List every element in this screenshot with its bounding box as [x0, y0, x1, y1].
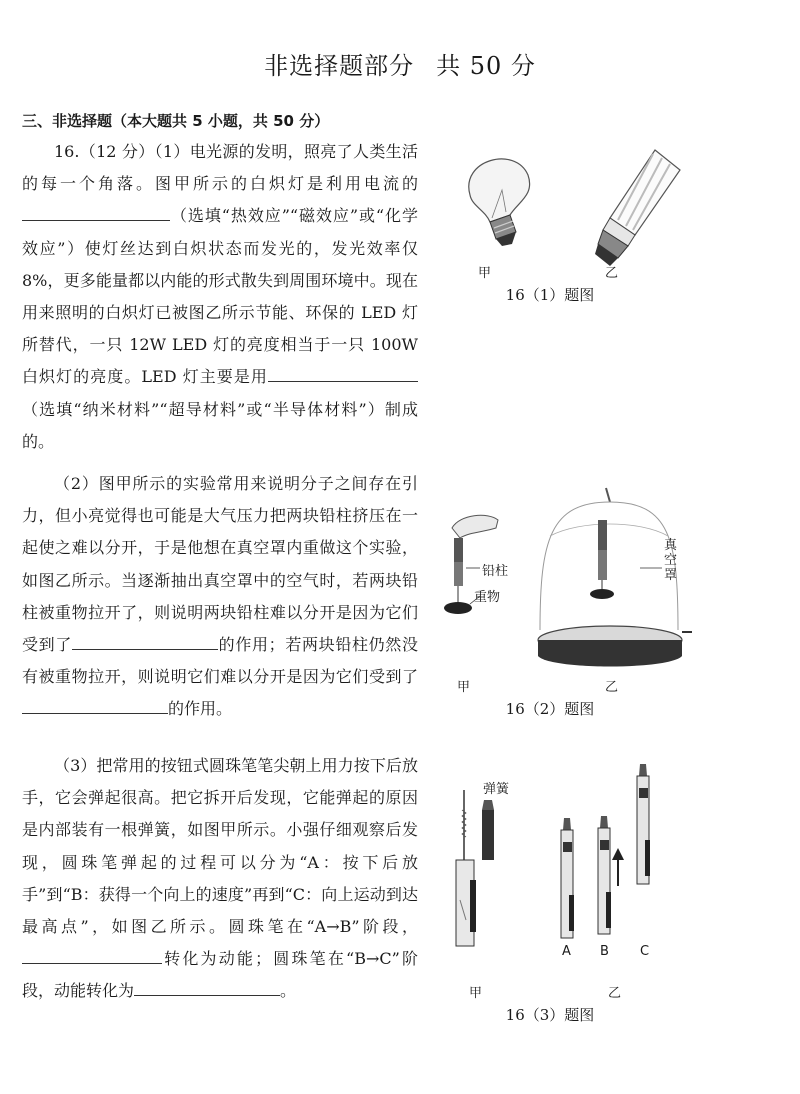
page-title-part2: 共 50 分	[436, 52, 536, 80]
lead-cylinder-top-icon	[454, 538, 463, 562]
fig16-2-caption: 16（2）题图	[505, 700, 595, 718]
figure-16-2	[440, 480, 690, 670]
page-title-part1: 非选择题部分	[264, 52, 415, 80]
label-pen-b: B	[600, 944, 609, 959]
answer-blank-6[interactable]	[134, 977, 280, 996]
q16-1-text-c: （选填“纳米材料”“超导材料”或“半导体材料”）制成的。	[22, 399, 418, 451]
q16-1-text-b: （选填“热效应”“磁效应”或“化学效应”）使灯丝达到白炽状态而发光的，发光效率仅 8%，更多能量都以内能的形式散失到周围环境中。现在用来照明的白炽灯已被图乙所示节能、环保的 LED 灯所替代，一只 12W LED 灯的亮度相当于一只 100W 白炽灯的亮度。LED 灯主要是用	[22, 206, 418, 387]
q16-2-text-a: （2）图甲所示的实验常用来说明分子之间存在引力，但小亮觉得也可能是大气压力把两块铅柱挤压在一起使之难以分开，于是他想在真空罩内重做这个实验，如图乙所示。当逐渐抽出真空罩中的空气时，若两块铅柱被重物拉开了，则说明两块铅柱难以分开是因为它们受到了	[22, 474, 418, 655]
answer-blank-2[interactable]	[268, 363, 418, 382]
section-heading: 三、非选择题（本大题共 5 小题，共 50 分）	[22, 112, 330, 130]
fig16-1-caption: 16（1）题图	[505, 286, 595, 304]
q16-2-text-c: 的作用。	[168, 699, 233, 719]
pen-a-icon	[561, 818, 574, 938]
fig16-1-label-yi: 乙	[605, 266, 619, 281]
fig16-3-caption: 16（3）题图	[505, 1006, 595, 1024]
pen-c-icon	[637, 764, 650, 884]
label-lead-cylinder: 铅柱	[482, 564, 509, 579]
question-16-2	[22, 468, 418, 726]
lead-cylinder-bottom-icon	[454, 562, 463, 586]
q16-3-text-b: 转化为动能；圆珠笔在“B→C”阶段，动能转化为	[22, 949, 418, 1001]
q16-1-text-a: 电光源的发明，照亮了人类生活的每一个角落。图甲所示的白炽灯是利用电流的	[22, 142, 418, 194]
label-pen-a: A	[562, 944, 571, 959]
page-title	[0, 46, 800, 81]
pen-b-icon	[598, 816, 611, 934]
answer-blank-4[interactable]	[22, 695, 168, 714]
answer-blank-3[interactable]	[72, 631, 218, 650]
fig16-3-label-yi: 乙	[608, 986, 622, 1001]
pen-disassembled-icon	[456, 790, 494, 946]
answer-blank-1[interactable]	[22, 202, 170, 221]
question-16-1	[22, 136, 418, 458]
weight-left-icon	[444, 602, 472, 614]
q16-3-text-a: （3）把常用的按钮式圆珠笔笔尖朝上用力按下后放手，它会弹起很高。把它拆开后发现，它能弹起的原因是内部装有一根弹簧，如图甲所示。小强仔细观察后发现，圆珠笔弹起的过程可以分为“A：按下后放手”到“B：获得一个向上的速度”再到“C：向上运动到达最高点”，如图乙所示。圆珠笔在“A→B”阶段，	[22, 756, 418, 937]
label-weight: 重物	[474, 590, 501, 605]
up-arrow-icon	[612, 848, 624, 886]
label-spring: 弹簧	[483, 782, 510, 797]
figure-16-1	[440, 140, 700, 270]
question-16-3	[22, 750, 418, 1008]
fig16-1-label-jia: 甲	[478, 266, 492, 281]
fig16-3-label-jia: 甲	[469, 986, 483, 1001]
led-lamp-icon	[595, 150, 680, 266]
label-vacuum-cover: 真空罩	[664, 538, 678, 583]
question-16-number: 16.（12 分）（1）	[54, 142, 190, 161]
q16-3-text-c: 。	[280, 981, 297, 1001]
q16-2-text-b: 的作用；若两块铅柱仍然没有被重物拉开，则说明它们难以分开是因为它们受到了	[22, 635, 418, 687]
fig16-2-label-yi: 乙	[605, 680, 619, 695]
figure-16-3	[440, 760, 670, 960]
hand-icon	[452, 515, 498, 538]
answer-blank-5[interactable]	[22, 945, 162, 964]
incandescent-bulb-icon	[469, 159, 530, 246]
label-pen-c: C	[640, 944, 650, 959]
fig16-2-label-jia: 甲	[457, 680, 471, 695]
